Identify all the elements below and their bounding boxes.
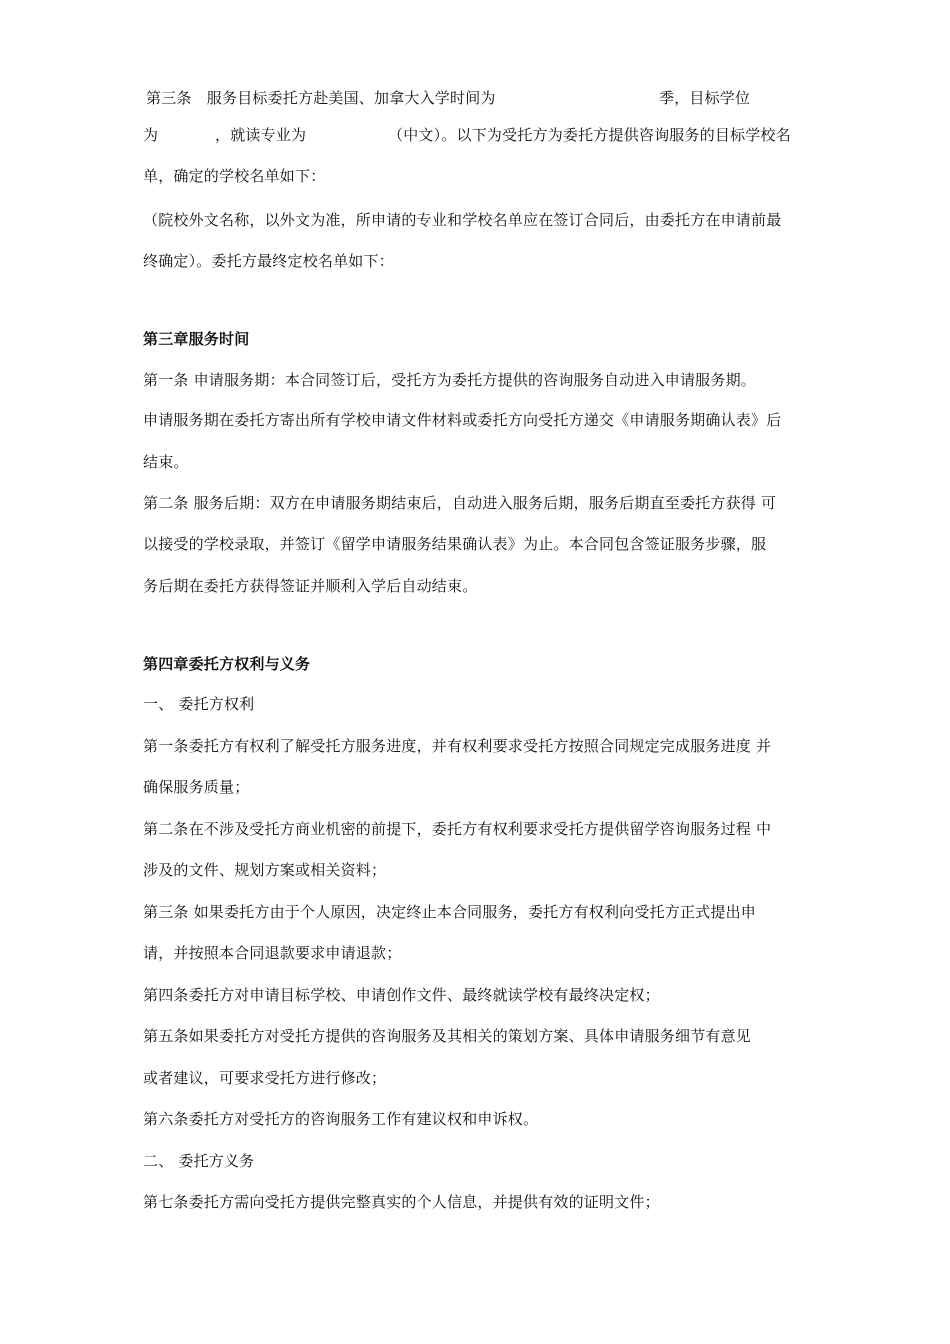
chapter3-heading: 第三章服务时间 xyxy=(143,330,250,348)
chapter4-line: 或者建议，可要求受托方进行修改； xyxy=(143,1069,387,1087)
article3-school-list-intro: （中文）。以下为受托方为委托方提供咨询服务的目标学校名 xyxy=(388,126,791,144)
chapter4-line: 第六条委托方对受托方的咨询服务工作有建议权和申诉权。 xyxy=(143,1110,539,1128)
chapter4-line: 第五条如果委托方对受托方提供的咨询服务及其相关的策划方案、具体申请服务细节有意见 xyxy=(143,1027,752,1045)
chapter4-line: 第三条 如果委托方由于个人原因，决定终止本合同服务，委托方有权利向受托方正式提出申 xyxy=(143,903,756,921)
chapter4-line: 请，并按照本合同退款要求申请退款； xyxy=(143,944,402,962)
chapter4-section-rights-title: 一、 委托方权利 xyxy=(143,695,255,713)
article3-target-degree-text: 季，目标学位 xyxy=(659,89,751,107)
chapter3-line: 务后期在委托方获得签证并顺利入学后自动结束。 xyxy=(143,577,478,595)
chapter3-line: 申请服务期在委托方寄出所有学校申请文件材料或委托方向受托方递交《申请服务期确认表》后 xyxy=(143,411,782,429)
chapter4-heading: 第四章委托方权利与义务 xyxy=(143,655,311,673)
chapter4-line: 涉及的文件、规划方案或相关资料； xyxy=(143,861,387,879)
chapter4-line: 第一条委托方有权利了解受托方服务进度，并有权利要求受托方按照合同规定完成服务进度 并 xyxy=(143,737,772,755)
article3-line-5: 终确定）。委托方最终定校名单如下： xyxy=(143,252,394,270)
chapter4-line: 第四条委托方对申请目标学校、申请创作文件、最终就读学校有最终决定权； xyxy=(143,986,660,1004)
article3-line-2 xyxy=(143,125,823,145)
chapter4-line: 第二条在不涉及受托方商业机密的前提下，委托方有权利要求受托方提供留学咨询服务过程 中 xyxy=(143,820,772,838)
chapter4-section-obligations-title: 二、 委托方义务 xyxy=(143,1152,255,1170)
chapter3-line: 第二条 服务后期：双方在申请服务期结束后，自动进入服务后期，服务后期直至委托方获得 可 xyxy=(143,494,777,512)
chapter3-line: 第一条 申请服务期：本合同签订后，受托方为委托方提供的咨询服务自动进入申请服务期。 xyxy=(143,371,756,389)
chapter4-line: 确保服务质量； xyxy=(143,778,250,796)
chapter4-line: 第七条委托方需向受托方提供完整真实的个人信息，并提供有效的证明文件； xyxy=(143,1193,660,1211)
article3-line-4: （院校外文名称，以外文为准，所申请的专业和学校名单应在签订合同后，由委托方在申请前最 xyxy=(143,211,782,229)
article3-degree-label: 为 xyxy=(143,126,159,144)
chapter3-line: 结束。 xyxy=(143,453,189,471)
article3-line-3: 单，确定的学校名单如下： xyxy=(143,167,326,185)
chapter3-line: 以接受的学校录取，并签订《留学申请服务结果确认表》为止。本合同包含签证服务步骤，服 xyxy=(143,535,767,553)
article3-target-time-text: 第三条 服务目标委托方赴美国、加拿大入学时间为 xyxy=(146,89,496,107)
article3-major-label: ，就读专业为 xyxy=(215,126,307,144)
article3-line-1 xyxy=(143,88,823,108)
